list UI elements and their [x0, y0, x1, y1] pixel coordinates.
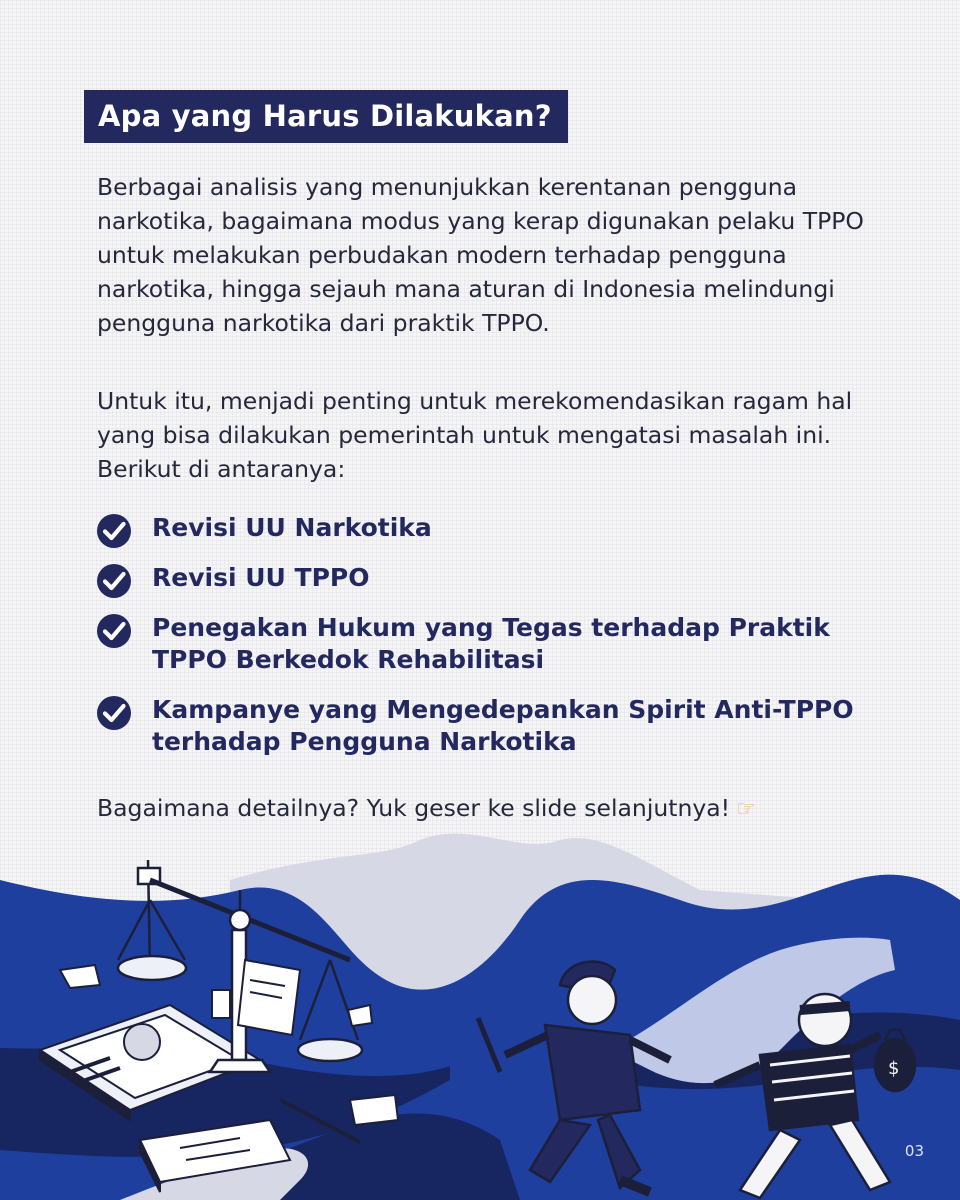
recommendation-label: Revisi UU TPPO — [152, 563, 370, 592]
recommendation-list — [96, 512, 886, 758]
recommendation-item — [96, 562, 886, 594]
recommendation-label: Kampanye yang Mengedepankan Spirit Anti-TPPO terhadap Pengguna Narkotika — [152, 695, 854, 756]
recommendation-item — [96, 512, 886, 544]
page-title: Apa yang Harus Dilakukan? — [84, 90, 568, 143]
recommendation-label: Revisi UU Narkotika — [152, 513, 432, 542]
check-circle-icon — [96, 613, 132, 649]
check-circle-icon — [96, 563, 132, 599]
check-circle-icon — [96, 513, 132, 549]
recommendation-item — [96, 694, 886, 758]
context-paragraph: Untuk itu, menjadi penting untuk merekomendasikan ragam hal yang bisa dilakukan pemerintah untuk mengatasi masalah ini. Berikut di antaranya: — [97, 387, 853, 483]
recommendation-item — [96, 612, 886, 676]
scales-of-justice-chase-illustration — [0, 820, 960, 1200]
dollar-sign-icon: $ — [888, 1058, 900, 1079]
pointing-hand-icon: ☞ — [736, 797, 756, 822]
intro-paragraph: Berbagai analisis yang menunjukkan kerentanan pengguna narkotika, bagaimana modus yang kerap digunakan pelaku TPPO untuk melakukan perbudakan modern terhadap pengguna narkotika, hingga sejauh mana aturan di Indonesia melindungi pengguna narkotika dari praktik TPPO. — [97, 173, 864, 337]
closing-label: Bagaimana detailnya? Yuk geser ke slide selanjutnya! — [97, 794, 731, 822]
check-circle-icon — [96, 695, 132, 731]
recommendation-label: Penegakan Hukum yang Tegas terhadap Praktik TPPO Berkedok Rehabilitasi — [152, 613, 830, 674]
page-number: 03 — [904, 1142, 924, 1160]
